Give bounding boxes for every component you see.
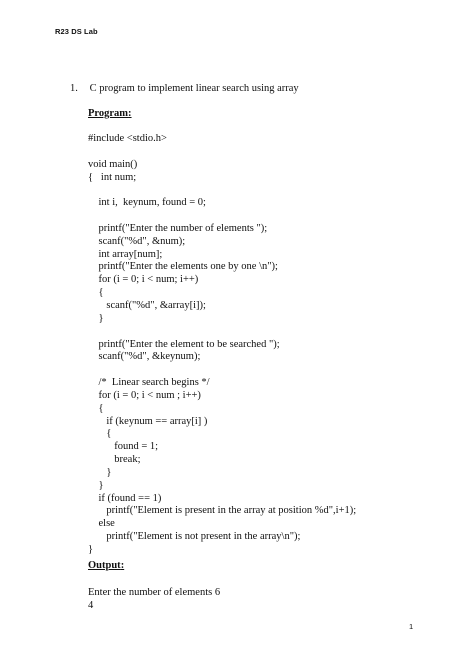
output-line: 4 — [88, 600, 94, 611]
code-line: else — [88, 518, 115, 530]
code-line: } — [88, 479, 104, 491]
output-heading-colon: : — [120, 560, 125, 571]
output-line: Enter the number of elements 6 — [88, 587, 221, 598]
code-line: } — [88, 312, 104, 324]
program-output — [88, 586, 220, 612]
question-number: 1. — [70, 83, 78, 94]
code-line: { — [88, 287, 104, 299]
program-heading-colon: : — [128, 108, 132, 119]
code-line: break; — [88, 454, 141, 466]
code-line: printf("Enter the number of elements "); — [88, 222, 268, 234]
code-line — [88, 326, 356, 339]
code-line: printf("Enter the element to be searched "); — [88, 338, 280, 350]
code-line: printf("Element is present in the array at position %d",i+1); — [88, 505, 357, 517]
code-line: { — [88, 402, 104, 414]
program-code — [88, 133, 356, 557]
code-line: scanf("%d", &keynum); — [88, 351, 201, 363]
code-line — [88, 364, 356, 377]
code-line: found = 1; — [88, 441, 159, 453]
code-line: int i, keynum, found = 0; — [88, 197, 206, 209]
code-line: for (i = 0; i < num; i++) — [88, 274, 199, 286]
code-line: if (found == 1) — [88, 492, 162, 504]
code-line: { — [88, 428, 112, 440]
code-line: /* Linear search begins */ — [88, 377, 210, 389]
output-heading-label: Output — [88, 560, 121, 571]
code-line: printf("Enter the elements one by one \n"); — [88, 261, 278, 273]
code-line — [88, 146, 356, 159]
code-line — [88, 210, 356, 223]
code-line — [88, 184, 356, 197]
code-line: } — [88, 466, 112, 478]
code-line: } — [88, 544, 94, 555]
document-header: R23 DS Lab — [55, 27, 98, 36]
question-line — [70, 83, 299, 94]
code-line: #include <stdio.h> — [88, 133, 167, 144]
code-line: scanf("%d", &array[i]); — [88, 299, 206, 311]
code-line: if (keynum == array[i] ) — [88, 415, 208, 427]
code-line: int array[num]; — [88, 248, 163, 260]
code-line: { int num; — [88, 171, 137, 183]
question-text: C program to implement linear search using array — [89, 83, 299, 94]
code-line: scanf("%d", &num); — [88, 235, 186, 247]
code-line: void main() — [88, 158, 138, 170]
program-heading-label: Program — [88, 108, 129, 119]
code-line: for (i = 0; i < num ; i++) — [88, 389, 201, 401]
code-line: printf("Element is not present in the array\n"); — [88, 531, 301, 543]
page-number: 1 — [409, 622, 414, 631]
program-heading — [88, 108, 132, 119]
output-heading — [88, 560, 124, 571]
